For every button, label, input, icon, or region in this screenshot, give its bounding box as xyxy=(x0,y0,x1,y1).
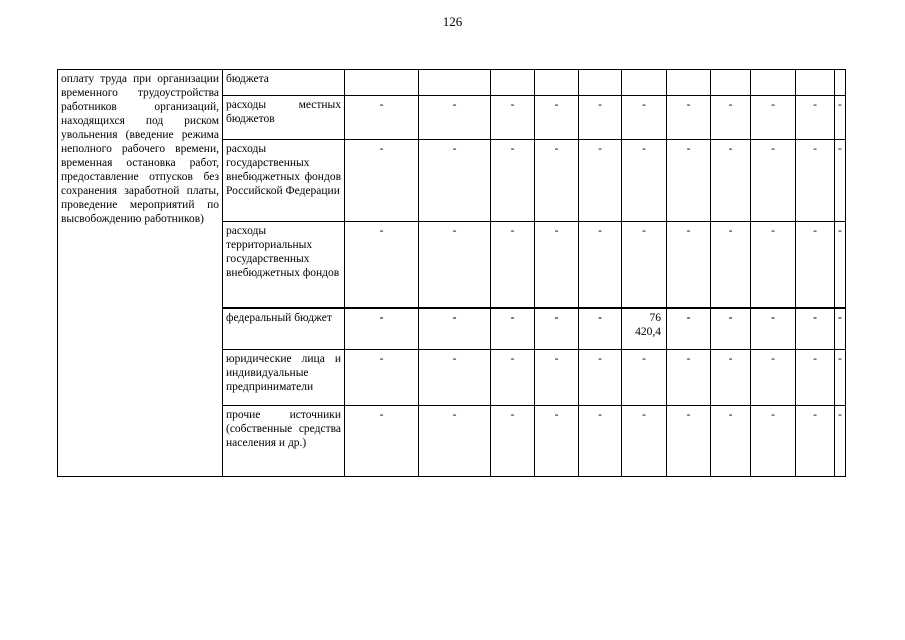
value-text: - xyxy=(728,409,733,421)
value-text: - xyxy=(510,99,515,111)
value-text: - xyxy=(686,225,691,237)
value-cell xyxy=(711,96,751,140)
value-cell xyxy=(667,70,711,96)
value-text: - xyxy=(452,311,457,324)
value-text: - xyxy=(598,311,602,324)
value-cell xyxy=(796,140,835,222)
value-cell xyxy=(796,96,835,140)
value-cell xyxy=(622,70,667,96)
value-text: - xyxy=(686,99,691,111)
value-cell xyxy=(711,222,751,308)
value-text: - xyxy=(510,409,515,421)
value-cell xyxy=(579,308,622,350)
value-cell xyxy=(345,308,419,350)
value-cell xyxy=(622,222,667,308)
value-text: - xyxy=(379,143,384,155)
value-text: - xyxy=(728,99,733,111)
value-cell xyxy=(419,70,491,96)
value-cell xyxy=(667,222,711,308)
value-cell xyxy=(345,96,419,140)
table-row xyxy=(58,70,846,96)
value-cell xyxy=(535,140,579,222)
value-text: - xyxy=(686,143,691,155)
value-text: - xyxy=(771,353,775,365)
value-cell xyxy=(751,350,796,406)
value-text: 76 420,4 xyxy=(635,311,661,338)
value-cell xyxy=(535,222,579,308)
value-cell xyxy=(345,140,419,222)
value-cell xyxy=(835,308,846,350)
value-text: - xyxy=(642,353,646,365)
value-text: - xyxy=(379,353,384,365)
value-text: - xyxy=(838,353,842,365)
value-text: - xyxy=(771,225,775,237)
value-cell xyxy=(711,70,751,96)
value-text: - xyxy=(838,143,842,155)
value-cell xyxy=(622,406,667,477)
funding-source-cell: бюджета xyxy=(223,70,345,96)
value-cell xyxy=(622,140,667,222)
value-text: - xyxy=(838,409,842,421)
value-cell xyxy=(711,308,751,350)
value-cell xyxy=(491,308,535,350)
value-text: - xyxy=(771,409,775,421)
value-cell xyxy=(579,96,622,140)
value-cell xyxy=(535,96,579,140)
value-cell xyxy=(667,406,711,477)
value-cell xyxy=(751,140,796,222)
value-text: - xyxy=(452,409,457,421)
value-cell xyxy=(835,406,846,477)
value-cell xyxy=(711,140,751,222)
funding-source-cell: расходы местных бюджетов xyxy=(223,96,345,140)
value-text: - xyxy=(728,143,733,155)
value-text: - xyxy=(642,409,646,421)
value-cell xyxy=(667,140,711,222)
value-cell xyxy=(491,222,535,308)
page-number: 126 xyxy=(442,14,463,29)
value-text: - xyxy=(813,409,817,421)
value-cell xyxy=(711,350,751,406)
value-cell xyxy=(835,96,846,140)
budget-table xyxy=(57,69,846,477)
value-text: - xyxy=(554,311,559,324)
value-cell xyxy=(796,308,835,350)
value-text: - xyxy=(838,311,842,324)
value-text: - xyxy=(686,409,691,421)
value-cell xyxy=(622,96,667,140)
value-text: - xyxy=(554,225,559,237)
value-cell xyxy=(535,70,579,96)
value-cell xyxy=(796,406,835,477)
value-text: - xyxy=(838,99,842,111)
value-cell xyxy=(622,350,667,406)
funding-source-cell: федеральный бюджет xyxy=(223,308,345,350)
value-cell xyxy=(535,350,579,406)
value-cell xyxy=(535,308,579,350)
value-text: - xyxy=(642,225,646,237)
value-cell xyxy=(345,70,419,96)
value-text: - xyxy=(813,353,817,365)
value-cell xyxy=(711,406,751,477)
value-text: - xyxy=(771,99,775,111)
value-cell xyxy=(579,140,622,222)
value-text: - xyxy=(598,353,602,365)
value-cell xyxy=(345,222,419,308)
value-cell xyxy=(751,308,796,350)
value-cell xyxy=(491,350,535,406)
funding-source-cell: расходы территориальных государственных внебюджетных фондов xyxy=(223,222,345,308)
value-cell xyxy=(419,350,491,406)
value-cell xyxy=(579,222,622,308)
value-text: - xyxy=(642,99,646,111)
value-text: - xyxy=(771,311,775,324)
value-text: - xyxy=(554,409,559,421)
value-cell xyxy=(751,222,796,308)
value-text: - xyxy=(598,225,602,237)
value-cell xyxy=(345,350,419,406)
value-text: - xyxy=(728,311,733,324)
value-text: - xyxy=(510,143,515,155)
value-cell xyxy=(835,222,846,308)
value-text: - xyxy=(452,225,457,237)
value-cell xyxy=(535,406,579,477)
value-cell xyxy=(419,308,491,350)
funding-source-cell: прочие источники (собственные средства населения и др.) xyxy=(223,406,345,477)
value-text: - xyxy=(813,225,817,237)
value-cell xyxy=(491,70,535,96)
value-text: - xyxy=(554,353,559,365)
value-text: - xyxy=(379,409,384,421)
value-text: - xyxy=(379,225,384,237)
value-text: - xyxy=(510,353,515,365)
value-cell xyxy=(796,222,835,308)
value-text: - xyxy=(642,143,646,155)
funding-source-cell: юридические лица и индивидуальные предприниматели xyxy=(223,350,345,406)
value-cell xyxy=(835,140,846,222)
value-cell xyxy=(419,140,491,222)
value-cell xyxy=(419,96,491,140)
value-cell xyxy=(579,350,622,406)
value-cell xyxy=(751,96,796,140)
funding-source-cell: расходы государственных внебюджетных фондов Российской Федерации xyxy=(223,140,345,222)
value-text: - xyxy=(813,143,817,155)
value-text: - xyxy=(598,143,602,155)
value-text: - xyxy=(598,409,602,421)
value-cell xyxy=(579,70,622,96)
value-text: - xyxy=(510,311,515,324)
value-text: - xyxy=(510,225,515,237)
value-text: - xyxy=(838,225,842,237)
value-cell xyxy=(796,70,835,96)
value-text: - xyxy=(771,143,775,155)
value-text: - xyxy=(452,353,457,365)
value-text: - xyxy=(554,99,559,111)
value-text: - xyxy=(813,99,817,111)
value-text: - xyxy=(379,311,384,324)
value-text: - xyxy=(379,99,384,111)
value-cell xyxy=(419,406,491,477)
value-cell xyxy=(419,222,491,308)
value-cell xyxy=(491,140,535,222)
value-cell xyxy=(622,308,667,350)
value-text: - xyxy=(452,143,457,155)
value-cell xyxy=(667,96,711,140)
value-text: - xyxy=(728,225,733,237)
value-text: - xyxy=(686,311,691,324)
value-cell xyxy=(796,350,835,406)
value-cell xyxy=(491,96,535,140)
value-text: - xyxy=(686,353,691,365)
value-cell xyxy=(345,406,419,477)
value-text: - xyxy=(598,99,602,111)
value-cell xyxy=(751,406,796,477)
value-cell xyxy=(491,406,535,477)
value-cell xyxy=(579,406,622,477)
value-text: - xyxy=(452,99,457,111)
value-cell xyxy=(667,308,711,350)
value-text: - xyxy=(554,143,559,155)
value-cell xyxy=(835,350,846,406)
measure-cell: оплату труда при организации временного трудоустройства работников организаций, находящихся под риском увольнения (введение режима неполного рабочего времени, временная остановка работ, предоставление отпусков без сохранения заработной платы, проведение мероприятий по высвобождению работников) xyxy=(58,70,223,477)
value-text: - xyxy=(728,353,733,365)
value-cell xyxy=(751,70,796,96)
value-cell xyxy=(835,70,846,96)
value-text: - xyxy=(813,311,817,324)
value-cell xyxy=(667,350,711,406)
